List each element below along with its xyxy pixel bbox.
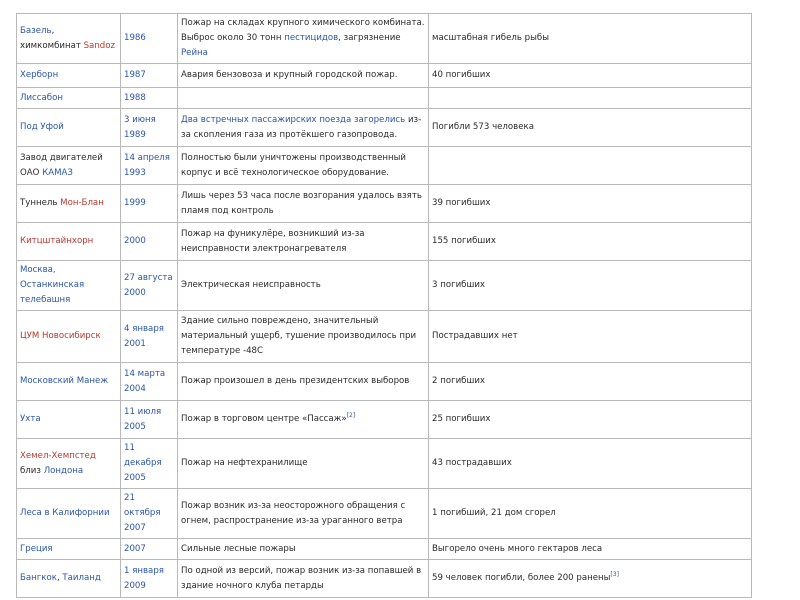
wiki-link[interactable]: 11 декабря 2005 (124, 443, 162, 483)
description-cell (178, 223, 429, 261)
description-cell (178, 261, 429, 311)
description-cell (178, 64, 429, 88)
cell-text: , (56, 573, 63, 583)
wiki-link[interactable]: 1 января 2009 (124, 565, 164, 591)
date-cell (121, 539, 178, 560)
wiki-link[interactable]: КАМАЗ (42, 167, 73, 178)
date-cell (121, 439, 178, 489)
cell-text: Сильные лесные пожары (181, 543, 296, 554)
cell-text: , загрязнение (338, 33, 401, 43)
wiki-link[interactable]: 2007 (124, 543, 146, 554)
date-cell (121, 88, 178, 109)
cell-text: , химкомбинат (20, 25, 84, 51)
wiki-link[interactable]: Греция (20, 543, 53, 554)
consequences-cell (429, 14, 752, 64)
date-cell (121, 147, 178, 185)
place-cell (17, 185, 121, 223)
wiki-link[interactable]: 14 апреля 1993 (124, 152, 170, 178)
cell-text: Туннель (20, 198, 61, 208)
wiki-link[interactable]: Московский Манеж (20, 376, 109, 386)
wiki-link[interactable]: Лиссабон (20, 92, 63, 103)
description-cell (178, 88, 429, 109)
consequences-cell (429, 88, 752, 109)
date-cell (121, 223, 178, 261)
table-row (17, 261, 752, 311)
wiki-link[interactable]: 2000 (124, 236, 146, 246)
table-row (17, 64, 752, 88)
description-cell (178, 363, 429, 401)
cell-text: масштабная гибель рыбы (432, 33, 549, 43)
date-cell (121, 311, 178, 363)
consequences-cell (429, 109, 752, 147)
cell-text: 43 пострадавших (432, 458, 512, 468)
date-cell (121, 489, 178, 539)
cell-text: Полностью были уничтожены производственный корпус и всё технологическое оборудование. (181, 152, 406, 178)
place-cell (17, 261, 121, 311)
consequences-cell (429, 311, 752, 363)
consequences-cell (429, 401, 752, 439)
cell-text: из-за скопления газа из протёкшего газопровода. (181, 114, 422, 140)
description-cell (178, 185, 429, 223)
reference-link[interactable]: [3] (610, 571, 619, 579)
place-cell (17, 14, 121, 64)
place-cell (17, 109, 121, 147)
date-cell (121, 401, 178, 439)
reference-link[interactable]: [2] (346, 412, 356, 420)
wiki-redlink[interactable]: Sandoz (83, 40, 115, 51)
consequences-cell (429, 560, 752, 598)
wiki-link[interactable]: Под Уфой (20, 122, 64, 132)
wiki-redlink[interactable]: ЦУМ Новосибирск (20, 331, 101, 341)
wiki-redlink[interactable]: Хемел-Хемпстед (20, 450, 96, 461)
wiki-link[interactable]: пестицидов (284, 33, 339, 43)
wiki-link[interactable]: 1999 (124, 198, 146, 208)
table-row (17, 401, 752, 439)
date-cell (121, 109, 178, 147)
description-cell (178, 401, 429, 439)
consequences-cell (429, 439, 752, 489)
consequences-cell (429, 223, 752, 261)
cell-text: Здание сильно повреждено, значительный материальный ущерб, тушение производилось при температуре -48С (181, 316, 417, 356)
cell-text: Лишь через 53 часа после возгорания удалось взять пламя под контроль (181, 190, 422, 216)
wiki-link[interactable]: Рейна (181, 48, 208, 58)
wiki-link[interactable]: Лондона (43, 465, 84, 476)
cell-text: Пожар на фуникулёре, возникший из-за неисправности электронагревателя (181, 228, 365, 254)
table-row (17, 185, 752, 223)
table-row (17, 489, 752, 539)
wiki-link[interactable]: 3 июня 1989 (124, 114, 156, 140)
date-cell (121, 363, 178, 401)
cell-text: Завод двигателей ОАО (20, 152, 103, 178)
table-row (17, 223, 752, 261)
cell-text: 2 погибших (432, 376, 486, 386)
date-cell (121, 64, 178, 88)
place-cell (17, 363, 121, 401)
consequences-cell (429, 261, 752, 311)
cell-text: 3 погибших (432, 280, 486, 290)
date-cell (121, 14, 178, 64)
cell-text: 1 погибший, 21 дом сгорел (432, 508, 556, 518)
cell-text: Пожар произошел в день президентских выборов (181, 376, 410, 386)
fires-table-body (17, 14, 752, 598)
table-row (17, 88, 752, 109)
wiki-link[interactable]: Бангкок (20, 573, 57, 583)
cell-text: Пожар возник из-за неосторожного обращения с огнем, распространение из-за ураганного ветра (181, 500, 406, 526)
table-row (17, 560, 752, 598)
description-cell (178, 539, 429, 560)
table-row (17, 439, 752, 489)
place-cell (17, 88, 121, 109)
fires-table (16, 13, 752, 598)
wiki-link[interactable]: Леса в Калифорнии (20, 508, 110, 518)
date-cell (121, 185, 178, 223)
place-cell (17, 401, 121, 439)
consequences-cell (429, 363, 752, 401)
wiki-redlink[interactable]: Мон-Блан (60, 198, 104, 208)
wiki-link[interactable]: Москва, Останкинская телебашня (20, 265, 85, 305)
cell-text: Пострадавших нет (432, 331, 518, 341)
cell-text: Выгорело очень много гектаров леса (432, 543, 603, 554)
wiki-link[interactable]: 1987 (124, 70, 146, 80)
table-row (17, 363, 752, 401)
wiki-link[interactable]: Херборн (20, 70, 59, 80)
cell-text: близ (20, 465, 44, 476)
description-cell (178, 311, 429, 363)
table-row (17, 14, 752, 64)
place-cell (17, 147, 121, 185)
table-row (17, 109, 752, 147)
description-cell (178, 109, 429, 147)
cell-text: 59 человек погибли, более 200 ранены (432, 573, 611, 583)
wiki-link[interactable]: Ухта (20, 414, 41, 424)
wiki-link[interactable]: 21 октября 2007 (124, 493, 161, 533)
place-cell (17, 311, 121, 363)
place-cell (17, 539, 121, 560)
place-cell (17, 489, 121, 539)
consequences-cell (429, 147, 752, 185)
description-cell (178, 439, 429, 489)
cell-text: Электрическая неисправность (181, 280, 321, 290)
consequences-cell (429, 489, 752, 539)
cell-text: Пожар в торговом центре «Пассаж» (181, 414, 347, 424)
cell-text: Пожар на нефтехранилище (181, 458, 308, 468)
wiki-link[interactable]: 1986 (124, 33, 146, 43)
description-cell (178, 489, 429, 539)
description-cell (178, 14, 429, 64)
cell-text: 155 погибших (432, 236, 496, 246)
wiki-redlink[interactable]: Китцштайнхорн (20, 236, 94, 246)
wiki-link[interactable]: Базель (20, 25, 52, 36)
place-cell (17, 64, 121, 88)
table-row (17, 311, 752, 363)
cell-text: 25 погибших (432, 414, 491, 424)
table-row (17, 147, 752, 185)
date-cell (121, 261, 178, 311)
wiki-link[interactable]: 14 марта 2004 (124, 368, 166, 394)
wiki-link[interactable]: Таиланд (62, 573, 101, 583)
place-cell (17, 223, 121, 261)
consequences-cell (429, 64, 752, 88)
wiki-link[interactable]: 11 июля 2005 (124, 406, 162, 432)
cell-text: 39 погибших (432, 198, 491, 208)
description-cell (178, 147, 429, 185)
wiki-link[interactable]: 1988 (124, 92, 146, 103)
place-cell (17, 560, 121, 598)
table-row (17, 539, 752, 560)
wiki-link[interactable]: Два встречных пассажирских поезда загорелись (181, 114, 406, 125)
cell-text: По одной из версий, пожар возник из-за попавшей в здание ночного клуба петарды (181, 565, 422, 591)
cell-text: 40 погибших (432, 70, 491, 80)
description-cell (178, 560, 429, 598)
consequences-cell (429, 185, 752, 223)
date-cell (121, 560, 178, 598)
cell-text: Погибли 573 человека (432, 122, 534, 132)
place-cell (17, 439, 121, 489)
wiki-link[interactable]: 27 августа 2000 (124, 272, 173, 298)
consequences-cell (429, 539, 752, 560)
wiki-link[interactable]: 4 января 2001 (124, 323, 164, 349)
cell-text: Пожар на складах крупного химического комбината. Выброс около 30 тонн (181, 18, 425, 43)
cell-text: Авария бензовоза и крупный городской пожар. (181, 70, 398, 80)
